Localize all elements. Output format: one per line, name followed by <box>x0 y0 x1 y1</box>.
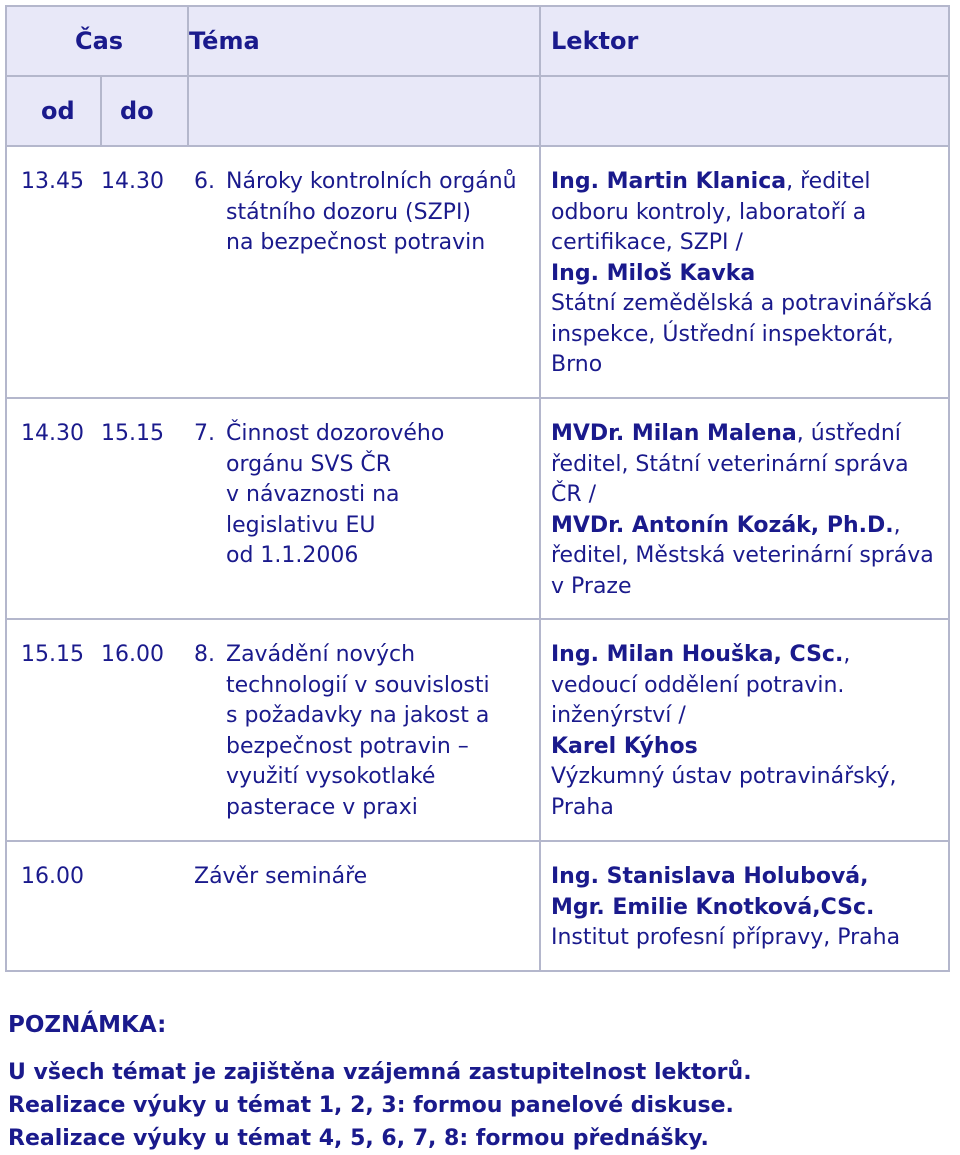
header-do: do <box>101 76 188 146</box>
topic-number: 6. <box>194 169 215 194</box>
lector-name: Mgr. Emilie Knotková,CSc. <box>551 894 875 920</box>
time-to: 15.15 <box>101 398 188 619</box>
table-row <box>6 146 949 398</box>
topic-cell <box>188 619 540 841</box>
schedule-table <box>5 5 950 972</box>
header-cas: Čas <box>6 6 188 76</box>
topic-text: Závěr semináře <box>194 864 368 889</box>
lector-name: Ing. Stanislava Holubová, <box>551 864 869 889</box>
lector-cell <box>540 619 949 841</box>
topic-text: Zavádění nových technologií v souvislosti s požadavky na jakost a bezpečnost potravin – využití vysokotlaké pasterace v praxi <box>226 642 490 820</box>
header-row-2 <box>6 76 949 146</box>
lector-name: Ing. Miloš Kavka <box>551 260 756 286</box>
note-line: Realizace výuky u témat 1, 2, 3: formou panelové diskuse. <box>8 1093 734 1118</box>
table-row <box>6 398 949 619</box>
topic-text: Nároky kontrolních orgánů státního dozoru (SZPI) na bezpečnost potravin <box>226 169 517 255</box>
header-row-1 <box>6 6 949 76</box>
note-title: POZNÁMKA: <box>8 1012 167 1038</box>
lector-role: , vedoucí oddělení potravin. inženýrství / <box>551 642 851 728</box>
header-od: od <box>6 76 101 146</box>
topic-number: 8. <box>194 642 215 667</box>
lector-name: Ing. Martin Klanica <box>551 169 787 194</box>
lector-role: , ředitel, Městská veterinární správa v Praze <box>551 512 934 599</box>
note-line: U všech témat je zajištěna vzájemná zastupitelnost lektorů. <box>8 1060 752 1085</box>
lector-cell <box>540 398 949 619</box>
lector-role: Institut profesní přípravy, Praha <box>551 925 901 950</box>
topic-number: 7. <box>194 421 215 446</box>
lector-name: MVDr. Antonín Kozák, Ph.D. <box>551 512 894 538</box>
table-row <box>6 619 949 841</box>
time-from: 16.00 <box>6 841 101 971</box>
header-empty-tema <box>188 76 540 146</box>
time-to: 14.30 <box>101 146 188 398</box>
topic-cell <box>188 146 540 398</box>
lector-cell <box>540 146 949 398</box>
time-to <box>101 841 188 971</box>
lector-role: , ústřední ředitel, Státní veterinární správa ČR / <box>551 421 909 507</box>
lector-name: MVDr. Milan Malena <box>551 421 797 446</box>
note-line: Realizace výuky u témat 4, 5, 6, 7, 8: formou přednášky. <box>8 1126 709 1151</box>
lector-role: Výzkumný ústav potravinářský, Praha <box>551 764 897 820</box>
lector-name: Karel Kýhos <box>551 733 698 759</box>
time-from: 14.30 <box>6 398 101 619</box>
topic-text: Činnost dozorového orgánu SVS ČR v návaznosti na legislativu EU od 1.1.2006 <box>226 421 445 568</box>
header-empty-lektor <box>540 76 949 146</box>
topic-cell <box>188 841 540 971</box>
lector-name: Ing. Milan Houška, CSc. <box>551 642 844 667</box>
time-to: 16.00 <box>101 619 188 841</box>
topic-cell <box>188 398 540 619</box>
time-from: 13.45 <box>6 146 101 398</box>
lector-role: Státní zemědělská a potravinářská inspekce, Ústřední inspektorát, Brno <box>551 291 933 377</box>
table-row <box>6 841 949 971</box>
header-tema: Téma <box>188 6 540 76</box>
header-lektor: Lektor <box>540 6 949 76</box>
lector-role: , ředitel odboru kontroly, laboratoří a certifikace, SZPI / <box>551 169 871 255</box>
lector-cell <box>540 841 949 971</box>
time-from: 15.15 <box>6 619 101 841</box>
